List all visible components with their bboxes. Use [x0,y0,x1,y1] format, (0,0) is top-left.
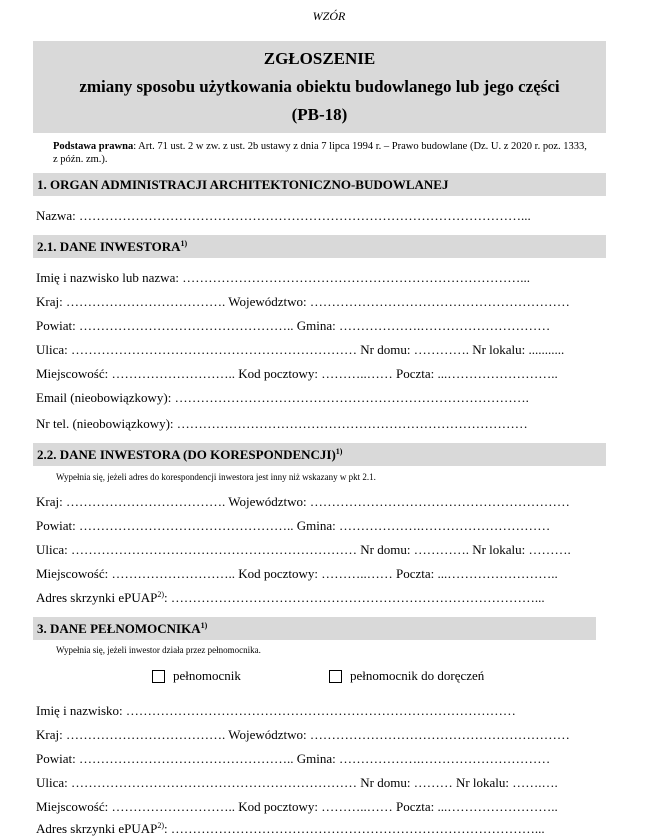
proxy-name-field[interactable]: Imię i nazwisko: ……………………………………………………………………………… [36,703,516,718]
organ-name-field[interactable]: Nazwa: …………………………………………………………………………………………... [36,208,531,223]
footnote-ref: 1) [200,621,208,630]
section-2-2-title: 2.2. DANE INWESTORA (DO KORESPONDENCJI) [37,447,336,462]
legal-basis [53,140,593,166]
epuap-label: Adres skrzynki ePUAP [36,821,158,836]
proxy-epuap-field[interactable] [36,821,545,837]
correspondence-epuap-field[interactable] [36,590,545,606]
proxy-street-field[interactable]: Ulica: ………………………………………………………… Nr domu: ……… Nr lokalu: …….…. [36,775,558,790]
correspondence-city-postal-field[interactable]: Miejscowość: ……………………….. Kod pocztowy: ………..…… Poczta: ...…………………….. [36,566,558,581]
proxy-country-voivodeship-field[interactable]: Kraj: ………………………………. Województwo: …………………………………………………… [36,727,570,742]
legal-basis-label: Podstawa prawna [53,141,134,152]
footnote-ref: 1) [335,447,343,456]
section-3-header [33,617,596,640]
investor-email-field[interactable]: Email (nieobowiązkowy): ………………………………………………………………………. [36,390,529,405]
checkbox-icon[interactable] [329,670,342,683]
investor-city-postal-field[interactable]: Miejscowość: ……………………….. Kod pocztowy: ………..…… Poczta: ...…………………….. [36,366,558,381]
footnote-ref: 1) [180,239,188,248]
checkbox-icon[interactable] [152,670,165,683]
proxy-district-commune-field[interactable]: Powiat: ………………………………………….. Gmina: ……………….………………………… [36,751,551,766]
correspondence-street-field[interactable]: Ulica: ………………………………………………………… Nr domu: …………. Nr lokalu: ………. [36,542,571,557]
form-code: (PB-18) [291,105,348,124]
investor-name-field[interactable]: Imię i nazwisko lub nazwa: ……………………………………………………………………... [36,270,530,285]
correspondence-country-voivodeship-field[interactable]: Kraj: ………………………………. Województwo: …………………………………………………… [36,494,570,509]
checkbox-pelnomocnik-label: pełnomocnik [173,668,241,683]
section-2-2-note: Wypełnia się, jeżeli adres do korespondencji inwestora jest inny niż wskazany w pkt 2.1. [56,472,376,482]
epuap-dots: : …………………………………………………………………………... [164,821,545,836]
form-title: ZGŁOSZENIE [263,49,376,68]
proxy-city-postal-field[interactable]: Miejscowość: ……………………….. Kod pocztowy: ………..…… Poczta: ...…………………….. [36,799,558,814]
section-2-1-header [33,235,606,258]
section-2-2-header [33,443,606,466]
checkbox-pelnomocnik-doreczen-label: pełnomocnik do doręczeń [350,668,485,683]
epuap-label: Adres skrzynki ePUAP [36,590,158,605]
wzor-label: WZÓR [312,9,346,23]
section-3-title: 3. DANE PEŁNOMOCNIKA [37,621,201,636]
checkbox-pelnomocnik[interactable] [152,668,241,684]
investor-district-commune-field[interactable]: Powiat: ………………………………………….. Gmina: ……………….………………………… [36,318,551,333]
section-1-header [33,173,606,196]
epuap-dots: : …………………………………………………………………………... [164,590,545,605]
investor-phone-field[interactable]: Nr tel. (nieobowiązkowy): ……………………………………………………………………… [36,416,528,431]
investor-country-voivodeship-field[interactable]: Kraj: ………………………………. Województwo: …………………………………………………… [36,294,570,309]
investor-street-field[interactable]: Ulica: ………………………………………………………… Nr domu: …………. Nr lokalu: ........... [36,342,565,357]
section-3-note: Wypełnia się, jeżeli inwestor działa przez pełnomocnika. [56,645,261,655]
legal-basis-text: : Art. 71 ust. 2 w zw. z ust. 2b ustawy z dnia 7 lipca 1994 r. – Prawo budowlane (Dz. U. z 2020 r. poz. 1333, z późn. zm.). [53,141,587,165]
form-subtitle: zmiany sposobu użytkowania obiektu budowlanego lub jego części [79,77,560,96]
footnote-ref: 2) [157,590,164,599]
checkbox-pelnomocnik-doreczen[interactable] [329,668,484,684]
section-2-1-title: 2.1. DANE INWESTORA [37,239,181,254]
section-1-title: 1. ORGAN ADMINISTRACJI ARCHITEKTONICZNO-BUDOWLANEJ [37,177,449,192]
title-box [33,41,606,133]
footnote-ref: 2) [157,821,164,830]
correspondence-district-commune-field[interactable]: Powiat: ………………………………………….. Gmina: ……………….………………………… [36,518,551,533]
